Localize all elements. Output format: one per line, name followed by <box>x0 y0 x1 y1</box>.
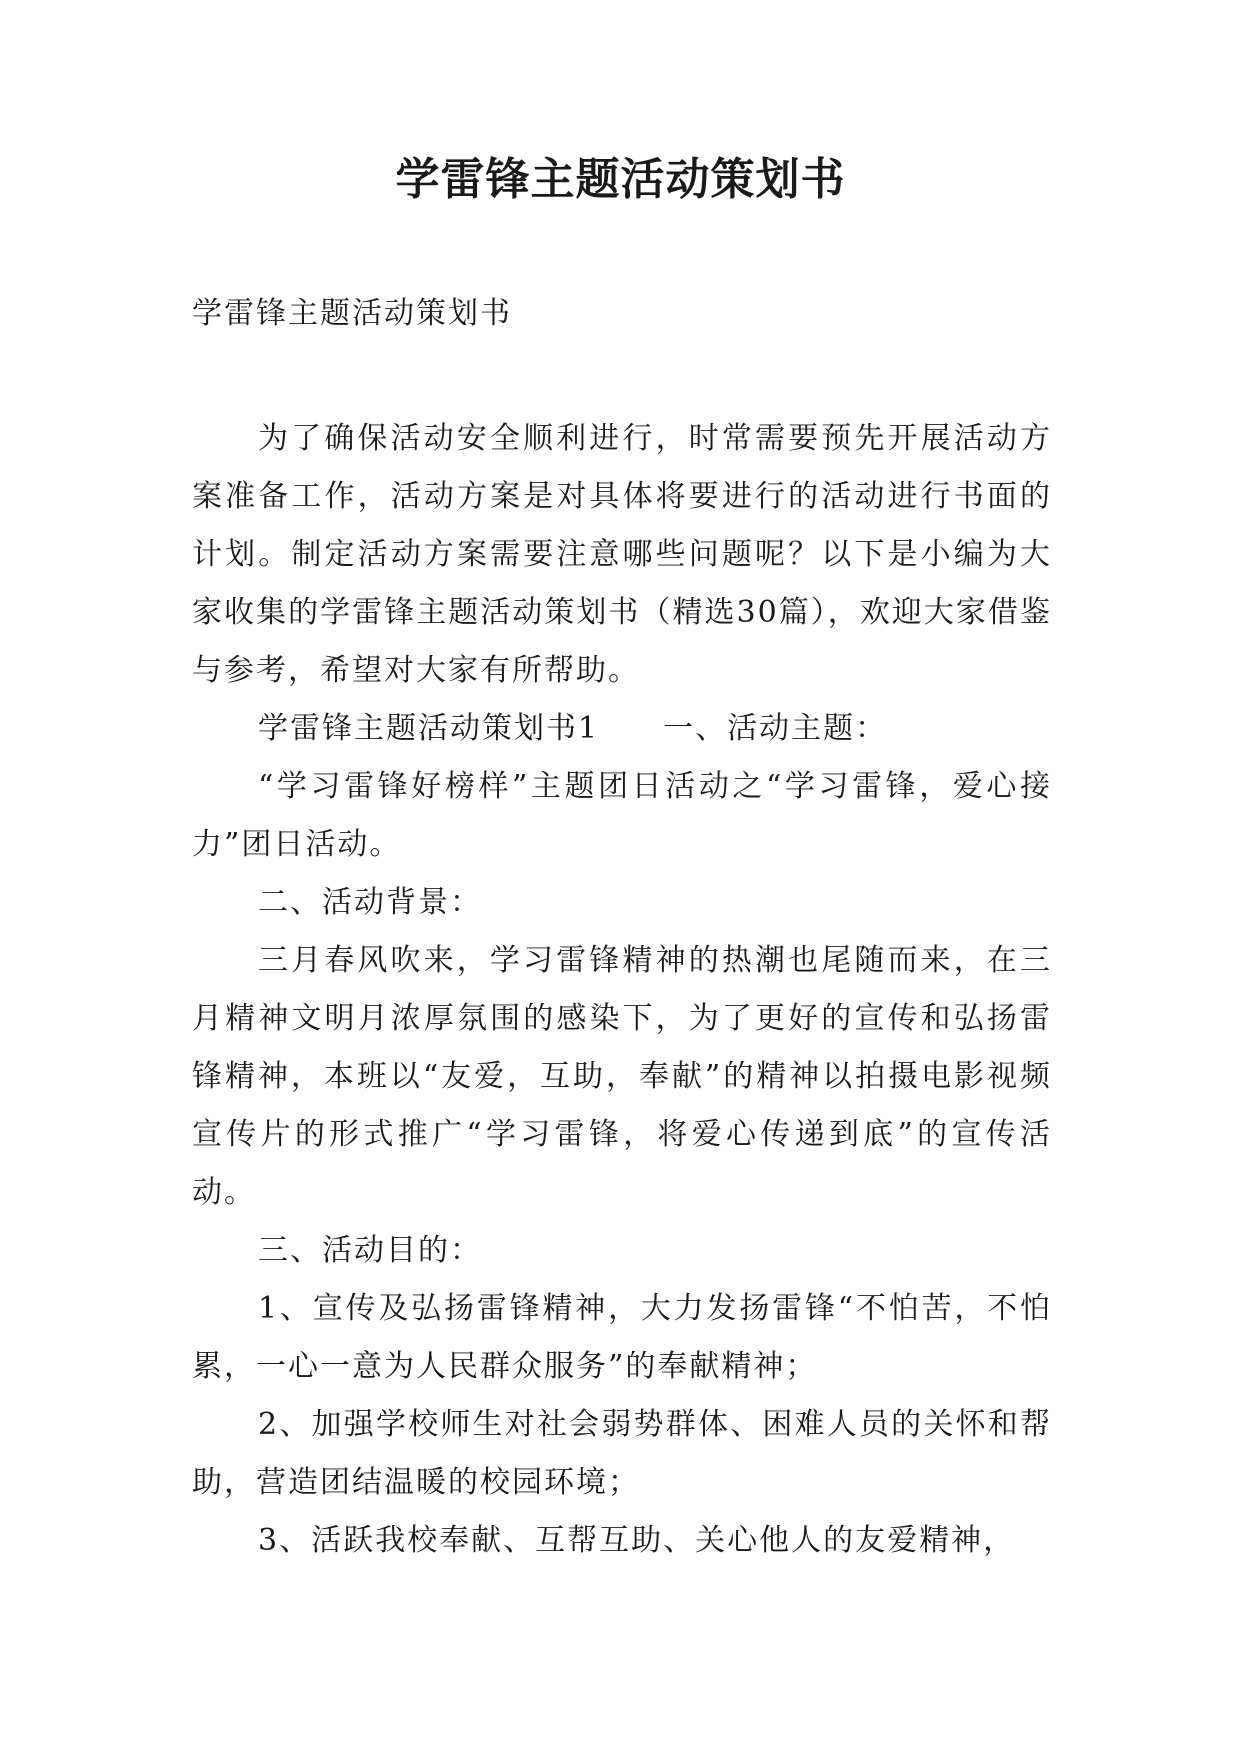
section-heading-line <box>192 700 1052 758</box>
purpose-item-1: 1、宣传及弘扬雷锋精神，大力发扬雷锋“不怕苦，不怕累，一心一意为人民群众服务”的奉献精神； <box>192 1291 1052 1384</box>
background-paragraph: 三月春风吹来，学习雷锋精神的热潮也尾随而来，在三月精神文明月浓厚氛围的感染下，为了更好的宣传和弘扬雷锋精神，本班以“友爱，互助，奉献”的精神以拍摄电影视频宣传片的形式推广“学习雷锋，将爱心传递到底”的宣传活动。 <box>192 943 1052 1210</box>
purpose-item-3: 3、活跃我校奉献、互帮互助、关心他人的友爱精神， <box>258 1523 1016 1558</box>
purpose-heading: 三、活动目的： <box>258 1233 482 1268</box>
background-heading: 二、活动背景： <box>258 885 482 920</box>
theme-heading: 一、活动主题： <box>663 711 888 746</box>
plan-heading: 学雷锋主题活动策划书1 <box>258 711 600 746</box>
document-body <box>192 410 1052 1570</box>
purpose-item-2: 2、加强学校师生对社会弱势群体、困难人员的关怀和帮助，营造团结温暖的校园环境； <box>192 1407 1052 1500</box>
intro-paragraph: 为了确保活动安全顺利进行，时常需要预先开展活动方案准备工作，活动方案是对具体将要进行的活动进行书面的计划。制定活动方案需要注意哪些问题呢？以下是小编为大家收集的学雷锋主题活动策划书（精选30篇），欢迎大家借鉴与参考，希望对大家有所帮助。 <box>192 421 1052 688</box>
document-subtitle: 学雷锋主题活动策划书 <box>192 296 512 331</box>
theme-paragraph: “学习雷锋好榜样”主题团日活动之“学习雷锋，爱心接力”团日活动。 <box>192 769 1052 862</box>
document-title: 学雷锋主题活动策划书 <box>395 154 846 205</box>
